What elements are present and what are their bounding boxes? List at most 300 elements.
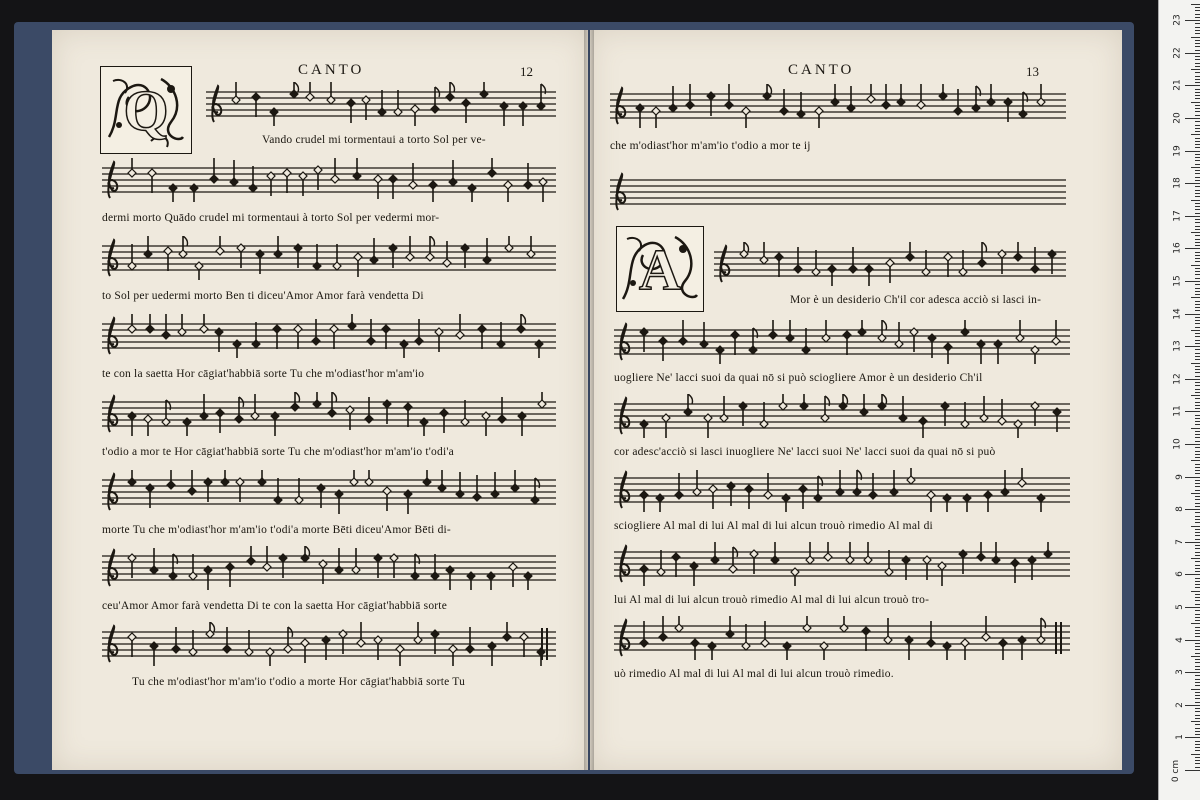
note-icon [284, 627, 293, 653]
note-icon [860, 394, 868, 416]
note-icon [263, 546, 271, 571]
ruler-tick [1195, 160, 1200, 161]
ruler-unit: 0 cm [1171, 759, 1182, 783]
note-icon [456, 314, 464, 339]
note-icon [779, 394, 787, 410]
note-icon [782, 494, 790, 512]
ruler-tick [1195, 385, 1200, 386]
note-icon [771, 542, 779, 564]
ruler-tick [1195, 144, 1200, 145]
ruler-tick [1195, 131, 1200, 132]
note-icon [252, 93, 260, 117]
note-icon [672, 553, 680, 577]
note-icon [675, 616, 683, 632]
note-icon [797, 92, 805, 118]
ruler-tick [1195, 209, 1200, 210]
note-icon [446, 566, 454, 590]
ruler-tick [1195, 516, 1200, 517]
note-icon [846, 542, 854, 564]
ruler-tick [1195, 261, 1200, 262]
ruler-tick [1195, 499, 1200, 500]
note-icon [189, 554, 197, 580]
note-icon [802, 328, 810, 354]
note-icon [150, 548, 158, 574]
note-icon [488, 642, 496, 666]
note-icon [169, 554, 178, 580]
ruler-tick [1195, 578, 1200, 579]
ruler-tick [1195, 666, 1200, 667]
note-icon [839, 394, 848, 410]
note-icon [662, 414, 670, 438]
note-icon [128, 633, 136, 657]
ruler-tick [1195, 565, 1200, 566]
lyric-line: uogliere Ne' lacci suoi da quai nō si può sciogliere Amor è un desiderio Ch'il [614, 372, 983, 384]
ruler-tick [1195, 72, 1200, 73]
note-icon [862, 627, 870, 651]
note-icon [383, 487, 391, 511]
ruler-tick [1195, 353, 1200, 354]
lyric-line: cor adesc'acciò si lasci inuogliere Ne' lacci suoi Ne' lacci suoi da quai nō si può [614, 446, 996, 458]
note-icon [271, 412, 279, 436]
ruler-tick [1195, 56, 1200, 57]
ruler-number: 6 [1175, 571, 1186, 578]
ruler-tick [1191, 460, 1200, 461]
ruler-tick [1195, 157, 1200, 158]
ruler-tick [1195, 421, 1200, 422]
note-icon [179, 236, 188, 258]
ruler-tick [1191, 689, 1200, 690]
ruler-tick [1185, 705, 1200, 706]
ruler-tick [1195, 115, 1200, 116]
ruler-tick [1191, 623, 1200, 624]
ruler-number: 3 [1175, 669, 1186, 676]
ruler-tick [1195, 320, 1200, 321]
ruler-number: 11 [1172, 405, 1183, 418]
ruler-tick [1195, 173, 1200, 174]
ruler-tick [1195, 454, 1200, 455]
note-icon [169, 184, 177, 202]
note-icon [518, 412, 526, 436]
note-icon [274, 236, 282, 258]
note-icon [895, 322, 903, 348]
note-icon [905, 636, 913, 660]
note-icon [148, 169, 156, 193]
decorated-initial-a [616, 226, 704, 312]
note-icon [878, 320, 887, 342]
ruler-tick [1191, 232, 1200, 233]
ruler-tick [1195, 376, 1200, 377]
ruler-number: 23 [1172, 14, 1183, 26]
note-icon [233, 340, 241, 358]
ruler-tick [1191, 395, 1200, 396]
note-icon [659, 616, 667, 641]
note-icon [803, 616, 811, 632]
ruler-tick [1195, 649, 1200, 650]
note-icon [840, 616, 848, 632]
ruler-tick [1191, 265, 1200, 266]
note-icon [128, 470, 136, 486]
ruler-tick [1191, 721, 1200, 722]
note-icon [760, 242, 768, 264]
music-staff [614, 542, 1070, 586]
left-page-header: CANTO [298, 62, 365, 78]
note-icon [535, 340, 543, 358]
note-icon [659, 337, 667, 361]
note-icon [251, 394, 259, 420]
ruler-tick [1195, 682, 1200, 683]
note-icon [216, 409, 224, 433]
ruler-tick [1195, 587, 1200, 588]
ruler-tick [1195, 600, 1200, 601]
ruler-tick [1195, 46, 1200, 47]
note-icon [843, 331, 851, 355]
ruler-tick [1195, 643, 1200, 644]
note-icon [1001, 470, 1009, 496]
note-icon [411, 554, 420, 580]
note-icon [977, 340, 985, 364]
ruler-tick [1195, 50, 1200, 51]
ruler-tick [1195, 398, 1200, 399]
note-icon [961, 320, 969, 336]
ruler-tick [1191, 37, 1200, 38]
ruler-tick [1195, 483, 1200, 484]
note-icon [821, 396, 830, 422]
ruler-tick [1191, 558, 1200, 559]
ruler-tick [1195, 111, 1200, 112]
ruler-tick [1195, 734, 1200, 735]
note-icon [352, 548, 360, 574]
ruler-tick [1195, 121, 1200, 122]
ruler-tick [1195, 92, 1200, 93]
lyric-line: Vando crudel mi tormentaui a torto Sol per ve- [262, 134, 486, 146]
ruler-tick [1195, 467, 1200, 468]
ruler-tick [1191, 330, 1200, 331]
note-icon [944, 253, 952, 277]
lyric-line: to Sol per uedermi morto Ben ti diceu'Amor Amor farà vendetta Di [102, 290, 424, 302]
note-icon [330, 325, 338, 349]
note-icon [939, 84, 947, 100]
note-icon [539, 178, 547, 202]
ruler-tick [1195, 392, 1200, 393]
ruler-tick [1195, 431, 1200, 432]
ruler-tick [1191, 754, 1200, 755]
note-icon [353, 158, 361, 180]
note-icon [374, 175, 382, 199]
note-icon [1019, 92, 1028, 118]
ruler-tick [1185, 640, 1200, 641]
ruler-tick [1195, 539, 1200, 540]
note-icon [954, 89, 962, 115]
ruler-tick [1195, 382, 1200, 383]
ruler-tick [1195, 757, 1200, 758]
ruler-tick [1195, 366, 1200, 367]
ruler-tick [1195, 343, 1200, 344]
ruler-tick [1195, 95, 1200, 96]
ruler-tick [1191, 200, 1200, 201]
ruler-tick [1185, 607, 1200, 608]
ruler-tick [1195, 242, 1200, 243]
ruler-tick [1195, 535, 1200, 536]
note-icon [943, 494, 951, 512]
ruler-tick [1185, 151, 1200, 152]
ruler-tick [1195, 555, 1200, 556]
note-icon [335, 548, 343, 574]
ruler-tick [1191, 526, 1200, 527]
left-page-number: 12 [520, 64, 533, 79]
ruler-tick [1195, 750, 1200, 751]
ruler-tick [1195, 389, 1200, 390]
note-icon [1011, 559, 1019, 583]
note-icon [252, 322, 260, 348]
ruler-tick [1185, 183, 1200, 184]
ruler-tick [1195, 741, 1200, 742]
note-icon [764, 473, 772, 499]
ruler-number: 8 [1175, 506, 1186, 513]
note-icon [200, 394, 208, 420]
note-icon [312, 319, 320, 345]
ruler-tick [1195, 258, 1200, 259]
note-icon [348, 314, 356, 330]
note-icon [400, 340, 408, 358]
note-icon [150, 642, 158, 666]
ruler-tick [1195, 327, 1200, 328]
lyric-line: t'odio a mor te Hor cāgiat'habbiā sorte Tu che m'odiast'hor m'am'io t'odi'a [102, 446, 454, 458]
note-icon [210, 158, 218, 183]
ruler-tick [1195, 14, 1200, 15]
ruler-tick [1195, 164, 1200, 165]
note-icon [799, 485, 807, 509]
ruler-tick [1191, 363, 1200, 364]
note-icon [466, 627, 474, 653]
ruler-tick [1195, 702, 1200, 703]
ruler-tick [1195, 219, 1200, 220]
note-icon [266, 648, 274, 666]
note-icon [731, 331, 739, 355]
measuring-ruler [1158, 0, 1200, 800]
note-icon [519, 102, 527, 126]
note-icon [982, 616, 990, 641]
note-icon [162, 314, 170, 339]
lyric-line: te con la saetta Hor cāgiat'habbiā sorte Tu che m'odiast'hor m'am'io [102, 368, 425, 380]
note-icon [162, 400, 171, 426]
note-icon [301, 546, 310, 562]
note-icon [226, 563, 234, 587]
note-icon [943, 642, 951, 660]
ruler-tick [1195, 653, 1200, 654]
ruler-tick [1195, 630, 1200, 631]
ruler-tick [1195, 685, 1200, 686]
note-icon [505, 236, 513, 252]
note-icon [716, 346, 724, 364]
note-icon [483, 238, 491, 264]
ruler-tick [1195, 610, 1200, 611]
note-icon [740, 242, 749, 258]
note-icon [524, 572, 532, 590]
ruler-tick [1195, 235, 1200, 236]
ruler-tick [1195, 196, 1200, 197]
ruler-tick [1195, 584, 1200, 585]
ruler-tick [1195, 40, 1200, 41]
note-icon [878, 394, 887, 410]
note-icon [1037, 494, 1045, 512]
ruler-number: 7 [1175, 538, 1186, 545]
decorated-initial-q [100, 66, 192, 154]
note-icon [980, 396, 988, 422]
ruler-tick [1185, 672, 1200, 673]
note-icon [449, 160, 457, 186]
ruler-tick [1195, 503, 1200, 504]
ruler-tick [1195, 138, 1200, 139]
note-icon [249, 166, 257, 192]
ruler-tick [1195, 617, 1200, 618]
right-page-header: CANTO [788, 62, 855, 78]
ruler-tick [1191, 69, 1200, 70]
ruler-tick [1195, 646, 1200, 647]
note-icon [531, 478, 540, 504]
music-staff [102, 158, 556, 202]
ruler-number: 16 [1172, 242, 1183, 255]
ruler-tick [1195, 317, 1200, 318]
ruler-tick [1195, 190, 1200, 191]
ruler-number: 19 [1172, 144, 1183, 157]
ruler-tick [1185, 248, 1200, 249]
note-icon [382, 325, 390, 349]
note-icon [333, 244, 341, 270]
note-icon [409, 163, 417, 189]
note-icon [440, 409, 448, 433]
note-icon [656, 494, 664, 512]
ruler-tick [1195, 415, 1200, 416]
ruler-tick [1195, 222, 1200, 223]
note-icon [258, 470, 266, 486]
music-staff [102, 546, 556, 590]
note-icon [657, 550, 665, 576]
note-icon [725, 84, 733, 109]
note-icon [164, 247, 172, 271]
ruler-tick [1191, 591, 1200, 592]
note-icon [640, 420, 648, 438]
ruler-tick [1195, 372, 1200, 373]
ruler-tick [1195, 532, 1200, 533]
ruler-tick [1195, 434, 1200, 435]
note-icon [1016, 320, 1024, 342]
lyric-line: uò rimedio Al mal di lui Al mal di lui alcun trouò rimedio. [614, 668, 894, 680]
ruler-tick [1185, 737, 1200, 738]
ruler-number: 18 [1172, 177, 1183, 189]
note-icon [183, 418, 191, 436]
note-icon [922, 250, 930, 276]
ruler-tick [1195, 614, 1200, 615]
note-icon [885, 550, 893, 576]
ruler-tick [1195, 7, 1200, 8]
note-icon [869, 473, 877, 499]
note-icon [128, 244, 136, 270]
ruler-tick [1195, 451, 1200, 452]
lyric-line: che m'odiast'hor m'am'io t'odio a mor te ij [610, 140, 811, 152]
ruler-tick [1195, 529, 1200, 530]
note-icon [897, 84, 905, 106]
ruler-tick [1195, 180, 1200, 181]
music-staff [610, 84, 1066, 128]
music-staff [610, 170, 1066, 214]
note-icon [423, 470, 431, 486]
note-icon [467, 572, 475, 590]
note-icon [700, 322, 708, 348]
ruler-tick [1195, 692, 1200, 693]
note-icon [420, 418, 428, 436]
ruler-number: 10 [1172, 438, 1183, 450]
note-icon [836, 470, 844, 496]
note-icon [853, 470, 862, 496]
ruler-tick [1195, 213, 1200, 214]
note-icon [704, 414, 712, 438]
ruler-tick [1195, 552, 1200, 553]
ruler-tick [1195, 336, 1200, 337]
ruler-tick [1195, 760, 1200, 761]
note-icon [994, 340, 1002, 364]
ruler-tick [1195, 633, 1200, 634]
ruler-tick [1195, 473, 1200, 474]
ruler-tick [1195, 522, 1200, 523]
note-icon [290, 82, 299, 98]
ruler-tick [1195, 356, 1200, 357]
ruler-tick [1191, 102, 1200, 103]
music-staff [102, 470, 556, 514]
ruler-tick [1195, 604, 1200, 605]
note-icon [500, 102, 508, 126]
ruler-tick [1195, 359, 1200, 360]
ruler-tick [1195, 594, 1200, 595]
note-icon [270, 108, 278, 126]
ruler-tick [1195, 402, 1200, 403]
lyric-line: Tu che m'odiast'hor m'am'io t'odio a morte Hor cāgiat'habbiā sorte Tu [132, 676, 466, 688]
lyric-line: Mor è un desiderio Ch'il cor adesca acciò si lasci in- [790, 294, 1042, 306]
note-icon [726, 616, 734, 638]
ruler-tick [1195, 424, 1200, 425]
music-staff [714, 242, 1066, 286]
note-icon [669, 86, 677, 112]
note-icon [438, 470, 446, 492]
ruler-tick [1195, 763, 1200, 764]
note-icon [462, 99, 470, 123]
note-icon [431, 87, 440, 113]
note-icon [538, 392, 546, 408]
note-icon [204, 566, 212, 590]
ruler-tick [1195, 59, 1200, 60]
note-icon [987, 84, 995, 106]
note-icon [749, 328, 758, 354]
note-icon [221, 470, 229, 486]
ruler-tick [1195, 229, 1200, 230]
ruler-tick [1195, 170, 1200, 171]
ruler-tick [1195, 470, 1200, 471]
ruler-tick [1195, 333, 1200, 334]
note-icon [482, 412, 490, 436]
ruler-tick [1195, 154, 1200, 155]
ruler-tick [1195, 512, 1200, 513]
ruler-tick [1195, 304, 1200, 305]
note-icon [313, 392, 321, 408]
ruler-tick [1195, 597, 1200, 598]
note-icon [959, 250, 967, 276]
ruler-tick [1195, 255, 1200, 256]
ruler-tick [1195, 307, 1200, 308]
ruler-number: 14 [1172, 307, 1183, 320]
ruler-tick [1185, 85, 1200, 86]
lyric-line: ceu'Amor Amor farà vendetta Di te con la saetta Hor cāgiat'habbiā sorte [102, 600, 447, 612]
note-icon [806, 542, 814, 564]
ruler-tick [1195, 98, 1200, 99]
